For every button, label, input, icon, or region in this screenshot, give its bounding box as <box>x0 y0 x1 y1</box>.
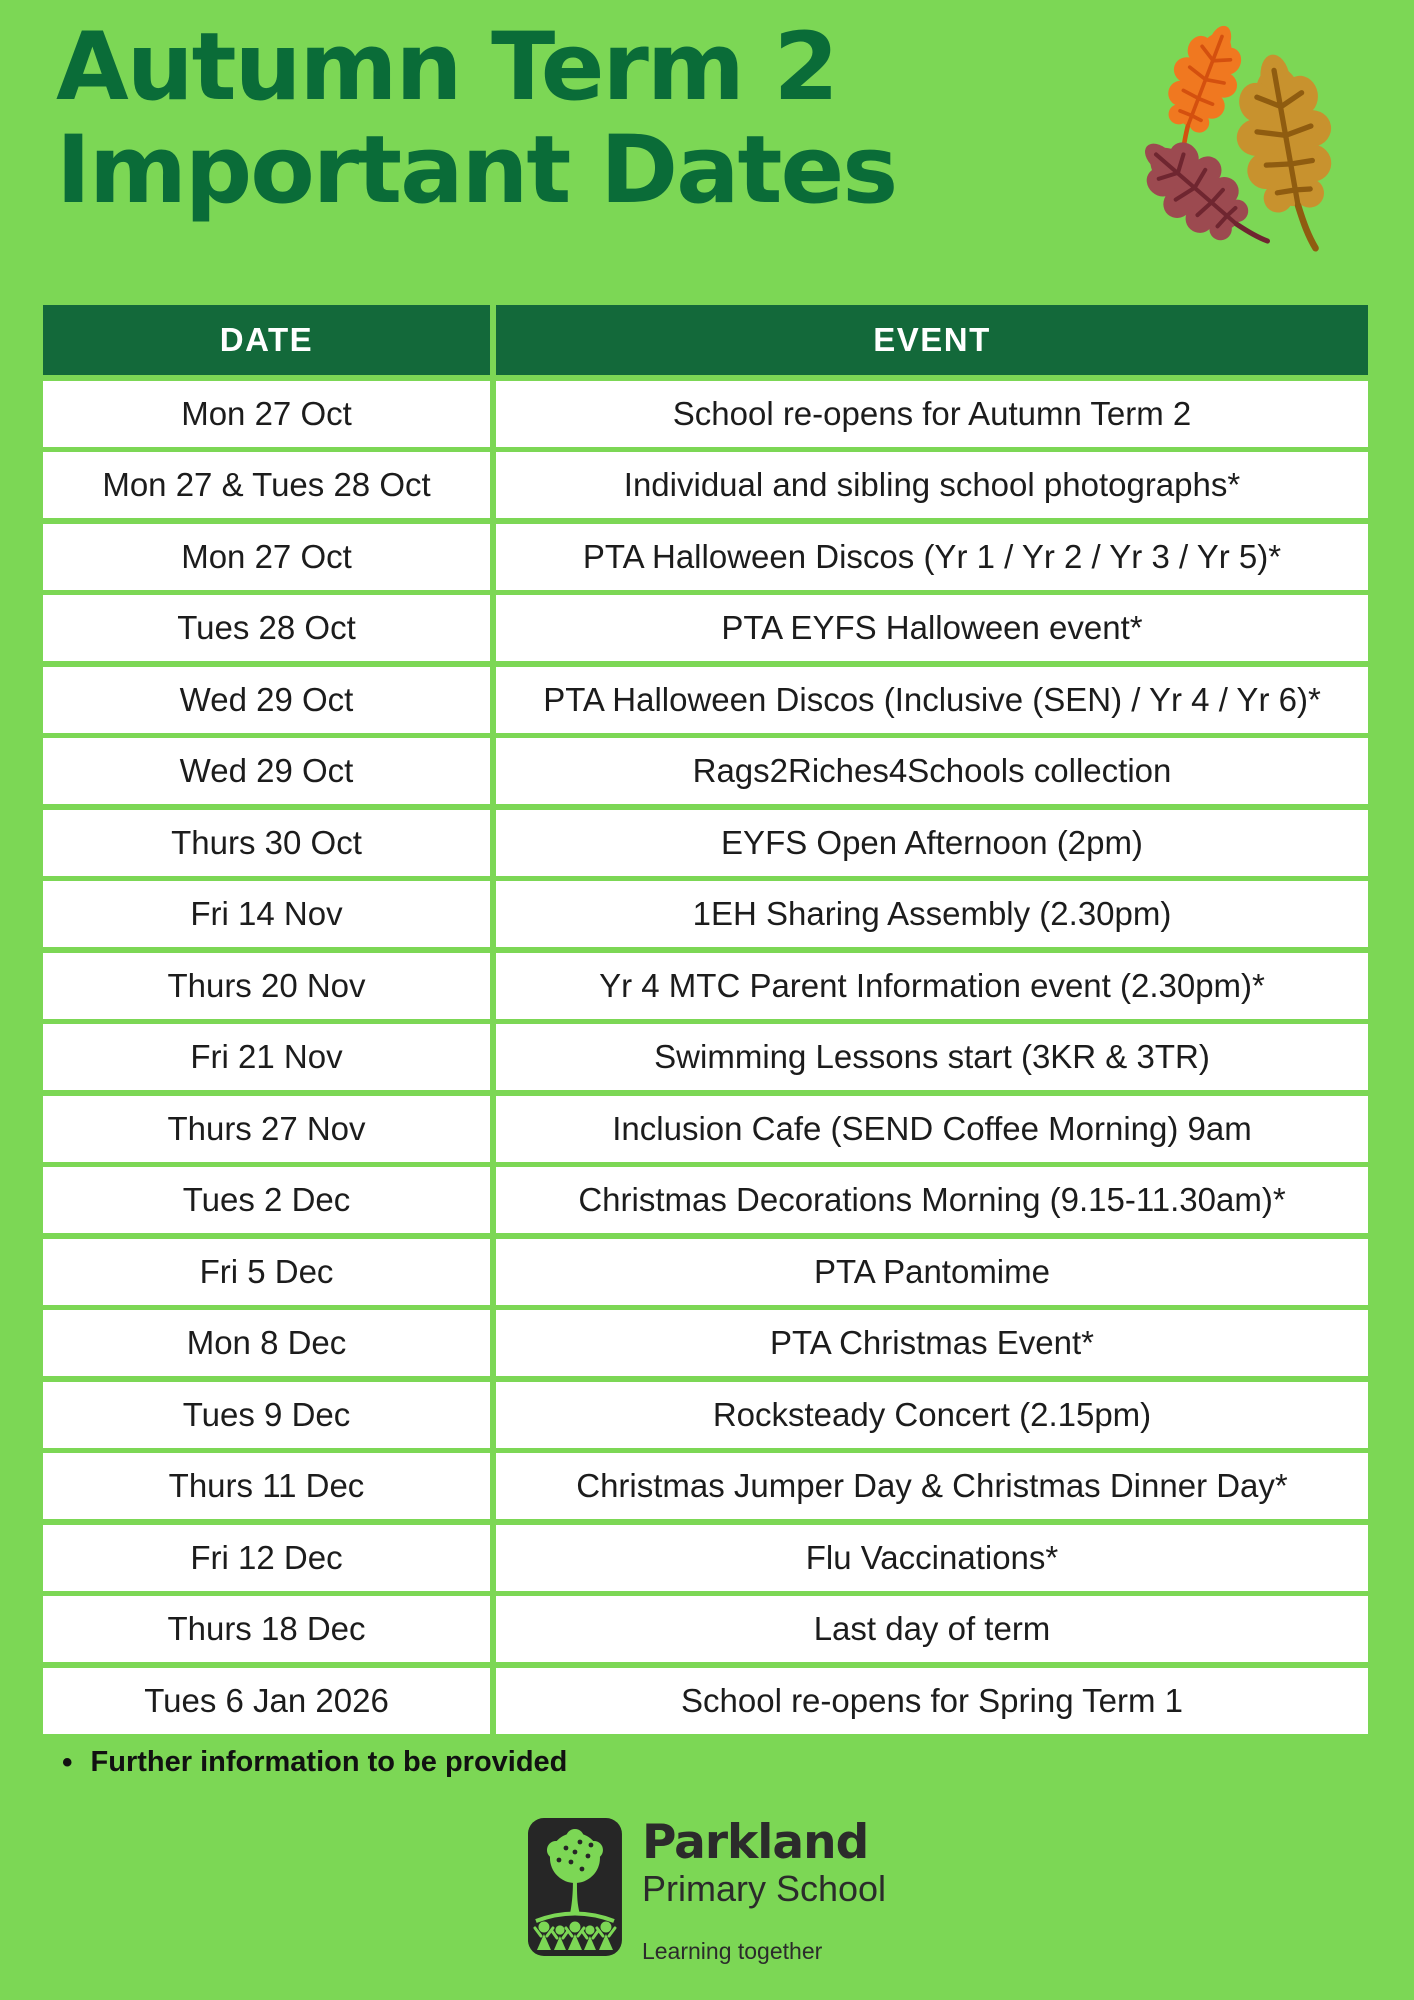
footnote-text: Further information to be provided <box>90 1746 568 1778</box>
school-logo <box>528 1815 887 1965</box>
dates-table <box>43 305 1368 1734</box>
event-cell: PTA EYFS Halloween event* <box>496 595 1368 661</box>
event-cell: Last day of term <box>496 1596 1368 1662</box>
tree-and-children-icon <box>528 1818 622 1956</box>
date-column-header: DATE <box>43 305 490 375</box>
event-cell: School re-opens for Spring Term 1 <box>496 1668 1368 1734</box>
date-cell: Mon 8 Dec <box>43 1310 490 1376</box>
date-cell: Mon 27 & Tues 28 Oct <box>43 452 490 518</box>
date-cell: Fri 14 Nov <box>43 881 490 947</box>
event-cell: Flu Vaccinations* <box>496 1525 1368 1591</box>
date-cell: Fri 12 Dec <box>43 1525 490 1591</box>
event-column-header: EVENT <box>496 305 1368 375</box>
date-cell: Thurs 30 Oct <box>43 810 490 876</box>
date-cell: Thurs 20 Nov <box>43 953 490 1019</box>
event-cell: Individual and sibling school photographs* <box>496 452 1368 518</box>
event-cell: Rocksteady Concert (2.15pm) <box>496 1382 1368 1448</box>
date-cell: Tues 2 Dec <box>43 1167 490 1233</box>
event-cell: Yr 4 MTC Parent Information event (2.30pm)* <box>496 953 1368 1019</box>
bullet-icon: • <box>62 1745 73 1779</box>
autumn-leaves-icon <box>1098 4 1388 284</box>
event-cell: Christmas Decorations Morning (9.15-11.30am)* <box>496 1167 1368 1233</box>
date-cell: Wed 29 Oct <box>43 667 490 733</box>
date-cell: Wed 29 Oct <box>43 738 490 804</box>
event-cell: Swimming Lessons start (3KR & 3TR) <box>496 1024 1368 1090</box>
event-cell: Inclusion Cafe (SEND Coffee Morning) 9am <box>496 1096 1368 1162</box>
event-cell: PTA Christmas Event* <box>496 1310 1368 1376</box>
date-cell: Mon 27 Oct <box>43 381 490 447</box>
event-cell: Christmas Jumper Day & Christmas Dinner Day* <box>496 1453 1368 1519</box>
date-cell: Thurs 27 Nov <box>43 1096 490 1162</box>
date-cell: Thurs 11 Dec <box>43 1453 490 1519</box>
page-title-line-2: Important Dates <box>56 116 897 226</box>
school-tagline: Learning together <box>641 1937 823 1964</box>
footnote <box>62 1746 567 1779</box>
date-cell: Tues 28 Oct <box>43 595 490 661</box>
date-cell: Tues 6 Jan 2026 <box>43 1668 490 1734</box>
page-title-line-1: Autumn Term 2 <box>56 13 837 122</box>
date-cell: Tues 9 Dec <box>43 1382 490 1448</box>
date-cell: Fri 5 Dec <box>43 1239 490 1305</box>
event-cell: School re-opens for Autumn Term 2 <box>496 381 1368 447</box>
event-cell: PTA Pantomime <box>496 1239 1368 1305</box>
date-cell: Mon 27 Oct <box>43 524 490 590</box>
event-cell: PTA Halloween Discos (Inclusive (SEN) / Yr 4 / Yr 6)* <box>496 667 1368 733</box>
date-cell: Thurs 18 Dec <box>43 1596 490 1662</box>
event-cell: EYFS Open Afternoon (2pm) <box>496 810 1368 876</box>
school-name: Parkland <box>641 1815 869 1870</box>
event-cell: PTA Halloween Discos (Yr 1 / Yr 2 / Yr 3 / Yr 5)* <box>496 524 1368 590</box>
page-title <box>56 13 897 226</box>
event-cell: Rags2Riches4Schools collection <box>496 738 1368 804</box>
school-subtitle: Primary School <box>641 1868 887 1910</box>
event-cell: 1EH Sharing Assembly (2.30pm) <box>496 881 1368 947</box>
date-cell: Fri 21 Nov <box>43 1024 490 1090</box>
